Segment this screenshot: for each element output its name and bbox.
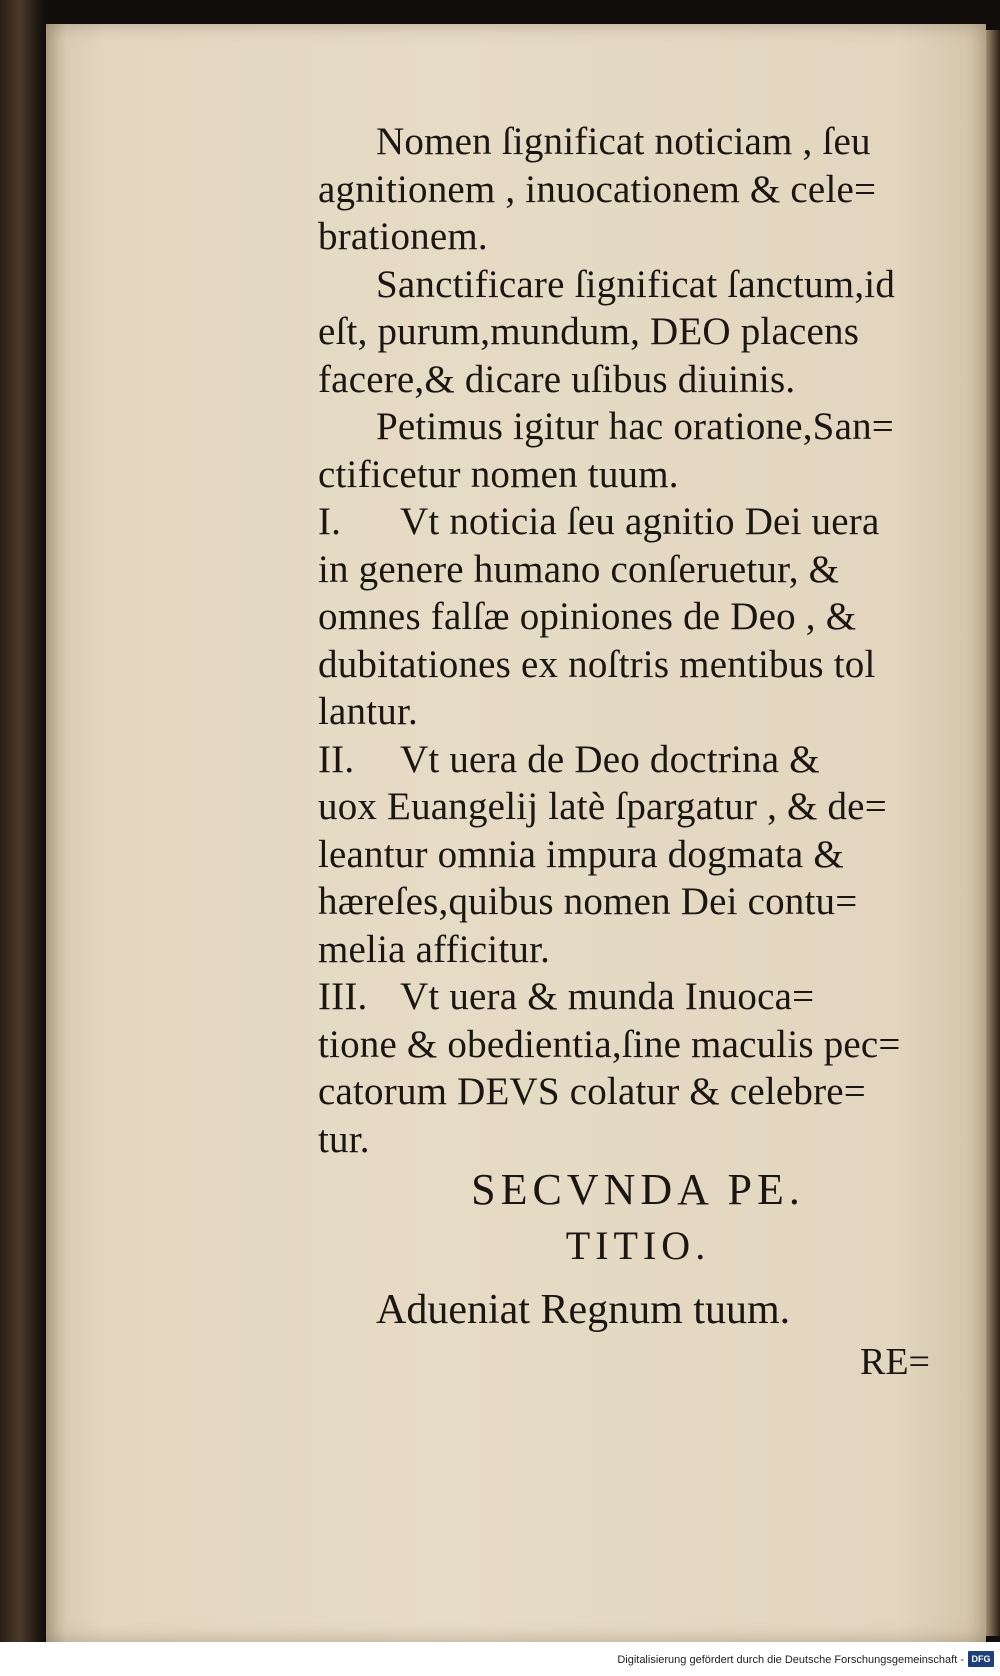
text-line <box>318 973 958 1021</box>
text-line <box>318 736 958 784</box>
text-line: Sanctificare ſignificat ſanctum,id <box>376 262 896 306</box>
item-number: III. <box>318 975 368 1018</box>
page-edge <box>986 30 1000 1636</box>
text-line: catorum DEVS colatur & celebre= <box>318 1070 866 1113</box>
item-text: Vt noticia ſeu agnitio Dei uera <box>400 500 880 543</box>
text-line: uox Euangelij latè ſpargatur , & de= <box>318 785 887 828</box>
text-line: eſt, purum,mundum, DEO placens <box>318 310 860 353</box>
text-line: tur. <box>318 1117 370 1161</box>
text-line: brationem. <box>318 215 488 258</box>
item-text: Vt uera de Deo doctrina & <box>400 737 820 781</box>
text-line: agnitionem , inuocationem & cele= <box>318 167 877 211</box>
digitization-credit: Digitalisierung gefördert durch die Deutsche Forschungsgemeinschaft - <box>617 1654 964 1666</box>
text-line: omnes falſæ opiniones de Deo , & <box>318 595 857 638</box>
text-line: lantur. <box>318 690 418 733</box>
catchword: RE= <box>860 1341 930 1383</box>
item-text: Vt uera & munda Inuoca= <box>400 975 815 1018</box>
text-line: Nomen ſignificat noticiam , ſeu <box>376 120 871 163</box>
section-heading-line2: TITIO. <box>565 1223 711 1268</box>
text-line: ctificetur nomen tuum. <box>318 452 679 496</box>
item-number: I. <box>318 500 342 543</box>
text-line: hæreſes,quibus nomen Dei contu= <box>318 880 858 923</box>
text-line: dubitationes ex noſtris mentibus tol <box>318 642 876 686</box>
section-heading-line1: SECVNDA PE. <box>471 1165 805 1214</box>
text-line: facere,& dicare uſibus diuinis. <box>318 357 796 401</box>
text-line <box>318 498 958 546</box>
text-line: tione & obedientia,ſine maculis pec= <box>318 1022 901 1066</box>
text-line: Petimus igitur hac oratione,San= <box>376 405 894 448</box>
text-line: in genere humano conſeruetur, & <box>318 547 840 591</box>
body-text <box>318 118 958 1163</box>
item-number: II. <box>318 737 355 781</box>
text-line: leantur omnia impura dogmata & <box>318 832 844 876</box>
dfg-logo-icon: DFG <box>968 1651 994 1667</box>
text-line: melia afficitur. <box>318 927 551 971</box>
petition-subheading: Adueniat Regnum tuum. <box>376 1287 791 1333</box>
